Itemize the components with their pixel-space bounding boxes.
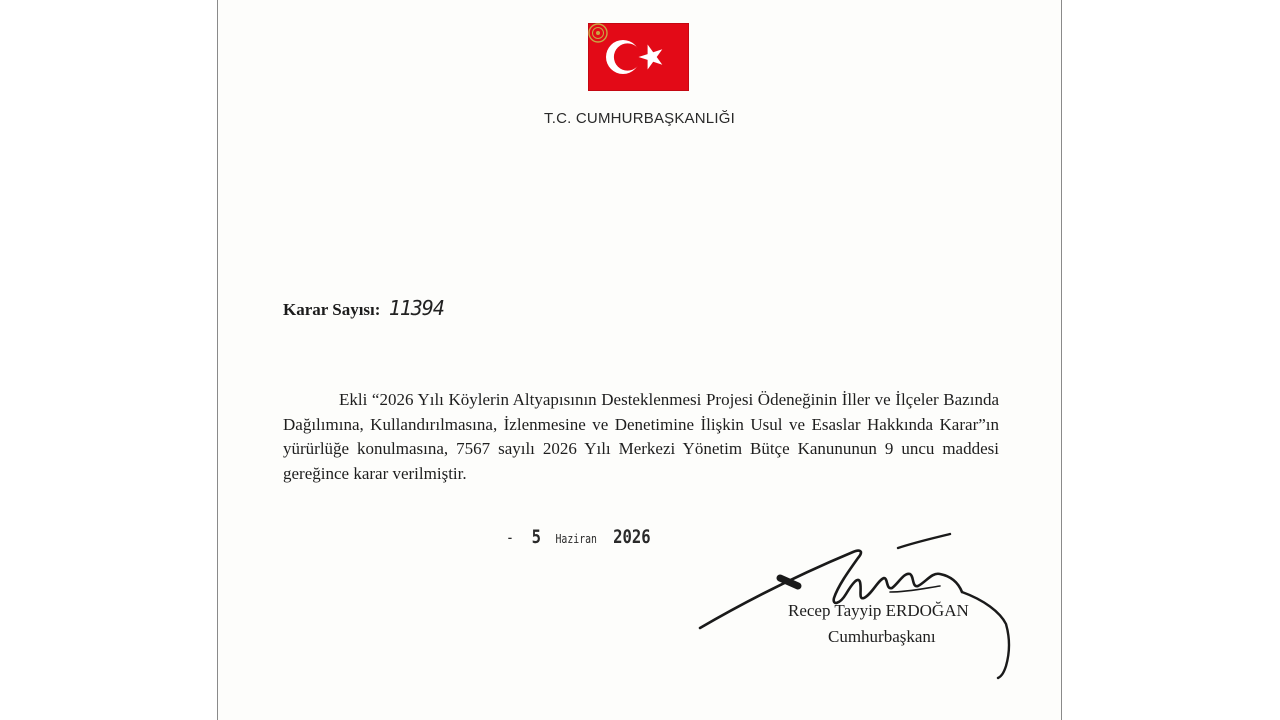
decision-body-text: Ekli “2026 Yılı Köylerin Altyapısının Desteklenmesi Projesi Ödeneğinin İller ve İlçeler Bazında Dağılımına, Kullandırılmasına, İzlenmesine ve Denetimine İlişkin Usul ve Esaslar Hakkında Karar”ın yürürlüğe konulmasına, 7567 sayılı 2026 Yılı Merkezi Yönetim Bütçe Kanununun 9 uncu maddesi gereğince karar verilmiştir. [283,390,999,483]
signatory-title: Cumhurbaşkanı [828,627,936,646]
signatory-name: Recep Tayyip ERDOĞAN [788,601,969,620]
turkish-flag-icon [588,23,689,91]
decision-number-label: Karar Sayısı: [283,300,381,319]
decision-number-value: 11394 [388,296,444,320]
date-stamp [506,526,651,548]
date-day: 5 [531,526,542,548]
institution-title: T.C. CUMHURBAŞKANLIĞI [544,110,735,127]
decision-number [283,296,444,320]
date-dash: - [506,528,514,547]
document-page [217,0,1062,720]
presidential-seal-icon [588,23,608,43]
date-month: Haziran [555,532,597,546]
date-year: 2026 [613,526,651,548]
